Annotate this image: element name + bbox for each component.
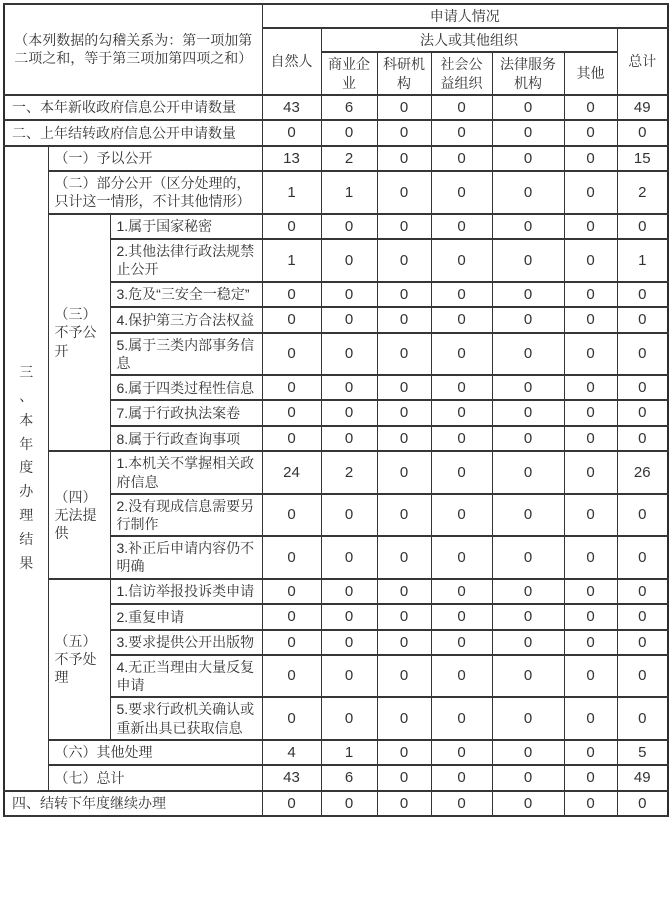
value-cell: 0 [321,214,377,240]
row-label-carryover-next-year: 四、结转下年度继续办理 [4,791,262,817]
value-cell: 1 [321,740,377,766]
value-cell: 0 [564,307,617,333]
value-cell: 0 [431,171,492,213]
table-row [4,451,668,493]
value-cell: 0 [377,426,431,452]
col-header-business: 商业企业 [321,52,377,94]
value-cell: 0 [262,697,321,739]
value-cell: 13 [262,146,321,172]
item-label: 5.要求行政机关确认或重新出具已获取信息 [110,697,262,739]
value-cell: 6 [321,95,377,121]
value-cell: 0 [564,120,617,146]
value-cell: 0 [262,333,321,375]
value-cell: 0 [492,451,564,493]
value-cell: 0 [377,333,431,375]
value-cell: 43 [262,95,321,121]
value-cell: 0 [492,214,564,240]
value-cell: 0 [377,307,431,333]
section-label-annual-results [4,146,48,791]
value-cell: 0 [617,426,668,452]
value-cell: 0 [377,95,431,121]
value-cell: 0 [564,536,617,578]
table-row [4,120,668,146]
value-cell: 49 [617,95,668,121]
table-row [4,579,668,605]
value-cell: 0 [617,307,668,333]
value-cell: 0 [431,765,492,791]
value-cell: 0 [492,171,564,213]
value-cell: 0 [617,579,668,605]
value-cell: 0 [617,120,668,146]
item-label: 3.补正后申请内容仍不明确 [110,536,262,578]
value-cell: 0 [492,120,564,146]
value-cell: 0 [431,146,492,172]
value-cell: 2 [321,451,377,493]
row-label-partial-disclosure: （二）部分公开（区分处理的，只计这一情形，不计其他情形） [48,171,262,213]
value-cell: 15 [617,146,668,172]
value-cell: 0 [492,426,564,452]
item-label: 2.其他法律行政法规禁止公开 [110,239,262,281]
value-cell: 1 [262,171,321,213]
col-header-legal-service: 法律服务机构 [492,52,564,94]
value-cell: 0 [492,536,564,578]
value-cell: 0 [431,426,492,452]
item-label: 5.属于三类内部事务信息 [110,333,262,375]
value-cell: 0 [431,655,492,697]
row-label-subtotal: （七）总计 [48,765,262,791]
value-cell: 0 [377,791,431,817]
value-cell: 0 [321,400,377,426]
value-cell: 0 [321,120,377,146]
value-cell: 0 [564,214,617,240]
value-cell: 0 [377,579,431,605]
value-cell: 0 [431,95,492,121]
value-cell: 43 [262,765,321,791]
value-cell: 0 [564,426,617,452]
value-cell: 6 [321,765,377,791]
value-cell: 0 [321,239,377,281]
value-cell: 0 [564,282,617,308]
value-cell: 0 [431,494,492,536]
value-cell: 0 [321,307,377,333]
header-applicant-type: 申请人情况 [262,4,668,28]
value-cell: 0 [377,740,431,766]
item-label: 7.属于行政执法案卷 [110,400,262,426]
value-cell: 2 [321,146,377,172]
value-cell: 0 [492,630,564,656]
value-cell: 0 [431,333,492,375]
value-cell: 0 [377,282,431,308]
value-cell: 0 [262,536,321,578]
value-cell: 0 [431,214,492,240]
reconciliation-note: （本列数据的勾稽关系为：第一项加第二项之和，等于第三项加第四项之和） [4,4,262,95]
value-cell: 0 [564,579,617,605]
table-row [4,740,668,766]
table-row [4,146,668,172]
value-cell: 0 [262,282,321,308]
value-cell: 0 [564,697,617,739]
value-cell: 0 [262,426,321,452]
value-cell: 0 [321,791,377,817]
value-cell: 0 [377,630,431,656]
value-cell: 24 [262,451,321,493]
value-cell: 0 [617,791,668,817]
value-cell: 0 [617,333,668,375]
value-cell: 0 [262,400,321,426]
value-cell: 0 [321,697,377,739]
value-cell: 0 [492,282,564,308]
group-label-not-processed: （五）不予处理 [48,579,110,740]
value-cell: 0 [431,400,492,426]
value-cell: 49 [617,765,668,791]
value-cell: 0 [377,120,431,146]
value-cell: 0 [262,604,321,630]
value-cell: 0 [564,239,617,281]
table-row [4,171,668,213]
value-cell: 0 [431,239,492,281]
value-cell: 0 [321,333,377,375]
table-row [4,214,668,240]
item-label: 3.危及“三安全一稳定” [110,282,262,308]
col-header-total: 总计 [617,28,668,95]
value-cell: 0 [564,630,617,656]
disclosure-requests-table [3,3,669,817]
col-header-natural-person: 自然人 [262,28,321,95]
value-cell: 0 [617,655,668,697]
value-cell: 0 [377,697,431,739]
item-label: 1.属于国家秘密 [110,214,262,240]
value-cell: 0 [321,579,377,605]
value-cell: 0 [321,536,377,578]
value-cell: 0 [492,697,564,739]
col-header-public-welfare: 社会公益组织 [431,52,492,94]
value-cell: 0 [564,604,617,630]
value-cell: 0 [617,214,668,240]
value-cell: 0 [492,494,564,536]
value-cell: 0 [262,375,321,401]
value-cell: 0 [321,630,377,656]
row-label-new-requests: 一、本年新收政府信息公开申请数量 [4,95,262,121]
value-cell: 0 [492,579,564,605]
value-cell: 0 [431,697,492,739]
header-legal-org: 法人或其他组织 [321,28,617,52]
value-cell: 0 [564,375,617,401]
item-label: 8.属于行政查询事项 [110,426,262,452]
value-cell: 0 [321,655,377,697]
item-label: 2.重复申请 [110,604,262,630]
value-cell: 0 [321,375,377,401]
value-cell: 0 [492,333,564,375]
value-cell: 0 [564,765,617,791]
table-row [4,95,668,121]
table-row [4,765,668,791]
value-cell: 0 [492,604,564,630]
value-cell: 0 [564,451,617,493]
value-cell: 0 [492,95,564,121]
value-cell: 0 [262,630,321,656]
value-cell: 0 [262,120,321,146]
value-cell: 0 [377,171,431,213]
value-cell: 0 [431,536,492,578]
value-cell: 1 [321,171,377,213]
value-cell: 0 [321,282,377,308]
value-cell: 1 [617,239,668,281]
row-label-other-handling: （六）其他处理 [48,740,262,766]
value-cell: 0 [262,579,321,605]
value-cell: 0 [377,146,431,172]
item-label: 3.要求提供公开出版物 [110,630,262,656]
value-cell: 0 [492,146,564,172]
value-cell: 0 [431,451,492,493]
value-cell: 0 [492,765,564,791]
value-cell: 0 [321,604,377,630]
value-cell: 0 [431,791,492,817]
value-cell: 1 [262,239,321,281]
value-cell: 0 [564,791,617,817]
item-label: 1.信访举报投诉类申请 [110,579,262,605]
value-cell: 0 [492,791,564,817]
item-label: 4.保护第三方合法权益 [110,307,262,333]
col-header-other: 其他 [564,52,617,94]
value-cell: 0 [377,451,431,493]
value-cell: 0 [564,740,617,766]
value-cell: 0 [617,494,668,536]
value-cell: 0 [431,282,492,308]
value-cell: 0 [321,494,377,536]
item-label: 2.没有现成信息需要另行制作 [110,494,262,536]
value-cell: 0 [492,400,564,426]
col-header-research: 科研机构 [377,52,431,94]
value-cell: 0 [377,400,431,426]
value-cell: 0 [492,239,564,281]
value-cell: 5 [617,740,668,766]
value-cell: 0 [564,171,617,213]
item-label: 4.无正当理由大量反复申请 [110,655,262,697]
item-label: 1.本机关不掌握相关政府信息 [110,451,262,493]
value-cell: 0 [262,791,321,817]
value-cell: 0 [492,740,564,766]
value-cell: 0 [431,120,492,146]
value-cell: 0 [262,214,321,240]
value-cell: 0 [431,740,492,766]
table-row [4,791,668,817]
row-label-carryover-requests: 二、上年结转政府信息公开申请数量 [4,120,262,146]
value-cell: 0 [262,655,321,697]
value-cell: 0 [617,697,668,739]
value-cell: 0 [617,604,668,630]
value-cell: 0 [564,400,617,426]
value-cell: 0 [431,307,492,333]
value-cell: 0 [564,333,617,375]
value-cell: 0 [377,536,431,578]
value-cell: 0 [617,375,668,401]
value-cell: 0 [492,375,564,401]
value-cell: 0 [377,375,431,401]
value-cell: 0 [564,655,617,697]
value-cell: 0 [377,214,431,240]
value-cell: 0 [431,604,492,630]
value-cell: 0 [617,630,668,656]
value-cell: 0 [564,95,617,121]
value-cell: 0 [431,375,492,401]
value-cell: 0 [377,494,431,536]
value-cell: 0 [617,282,668,308]
group-label-unable-to-provide: （四）无法提供 [48,451,110,578]
value-cell: 0 [321,426,377,452]
value-cell: 0 [262,494,321,536]
value-cell: 0 [262,307,321,333]
item-label: 6.属于四类过程性信息 [110,375,262,401]
value-cell: 0 [431,630,492,656]
value-cell: 0 [564,494,617,536]
group-label-refused-disclosure: （三）不予公开 [48,214,110,452]
value-cell: 2 [617,171,668,213]
value-cell: 0 [617,400,668,426]
value-cell: 4 [262,740,321,766]
value-cell: 26 [617,451,668,493]
value-cell: 0 [377,239,431,281]
value-cell: 0 [377,604,431,630]
value-cell: 0 [492,655,564,697]
value-cell: 0 [617,536,668,578]
value-cell: 0 [431,579,492,605]
row-label-granted-disclosure: （一）予以公开 [48,146,262,172]
value-cell: 0 [377,655,431,697]
value-cell: 0 [564,146,617,172]
vertical-section-label: 三、本年度办理结果 [19,364,34,571]
value-cell: 0 [492,307,564,333]
value-cell: 0 [377,765,431,791]
